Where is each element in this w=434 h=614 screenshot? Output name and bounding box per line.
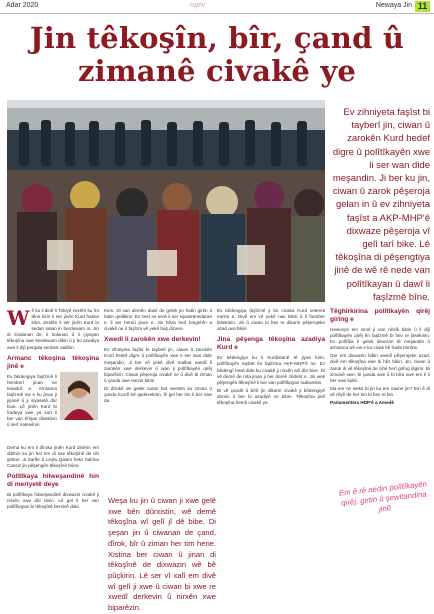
paragraph: Kirin. Di van demên dawî de gelek jin hatin girtin û hatin qetilkirin. Ev zext ne tenê li ser siyasetmedaran e, li ser hemû jinan e. Jin hêza herî bingehîn a civakê ne û faşîzm vê yekê baş dizane. [104, 308, 212, 332]
page-header [0, 0, 434, 14]
issue-date: Adar 2020 [6, 2, 39, 9]
paragraph: Ev bêdengiya ku li Kurdistanê tê jiyan kirin, polîtîkayên taybet ên faşîzma AKP-MHP'ê ne. Ev bêdengî hewl dide ku civakê ji nirxên wê dûr bixe. Di vê demê de rola jinan ji her demê zêdetir e. Jin wek pêşengên têkoşînê li ber van polîtîkayan radiwestin. [217, 355, 325, 385]
pink-pull-quote: Em ê rê nedin polîtîkayên qirêj, girtin û şewitandina jinê [338, 479, 428, 514]
pull-quote-right: Ev zihniyeta faşîst bi tayberî jin, ciwan û zarokên Kurd hedef digre û polîtîkayên xwe li ser wan dide meşandin. Ji ber ku jin, ciwan û zarok pêşeroja gelan in û ev zihniyeta faşîst a AKP-MHP'ê dixwaze pêşeroja vî gelî tarî bike. Lê têkoşîna di pêşengtiya jinê de wê rê nede van polîtîkayan û dawî li faşîzmê bîne. [332, 107, 430, 303]
paragraph: Ma em ne weke bi jin ku em navne jin? Em ê di vê rêyê de her tim bi hev re bin. [330, 385, 430, 397]
protest-photo-icon [7, 100, 325, 302]
paragraph: Bi vê çandê û bîrê jin dikarin civakê ji bêdengiyê derxin û ber bi azadiyê ve bibin. Têkoşîna jinê têkoşîna hemû civakê ye. [217, 387, 325, 406]
column-4 [330, 308, 430, 408]
subheading: Armanc têkoşîna têkoşîna jinê e [7, 354, 99, 370]
paragraph: Hewceye em nirxê ji van nêzîk bibin û li dijî polîtîkayên qirêj ên faşîzmê bi hev re bisekinin. Ev polîtîka li gelek deveran tê meşandin û armanca wê ew e ku civak bê îrade bimîne. [330, 327, 430, 351]
subheading: Xwedî li zarokên xwe derkevin! [104, 336, 201, 344]
article-headline: Jin têkoşîn, bîr, çand û zimanê civakê ye [29, 21, 405, 88]
paragraph: Ev bêdengiya faşîzmê ji bo civaka Kurd xeterek mezin e. Divê em vê yekê nas bikin û li hember bisekinin. Jin û ciwan bi hev re dikarin pêşerojeke azad ava bikin. [217, 308, 325, 332]
drop-cap: W [7, 306, 30, 330]
intro-paragraph: Wê ku li dinê li Tirkiyê zextên ku îro têne kirin li ser jinên Kurd hatine kirin. Zextên li ser jinên Kurd bi sedan salan in berdewam in. Jin di zindanan de, li kolanan û li çiyayan têkoşîna xwe berdewam dikin û ji bo azadiya xwe li dijî pergala serdest radibin. [7, 306, 99, 350]
author-signature: Parlamentera HDP'ê a Amedê [330, 400, 394, 406]
column-3 [217, 308, 325, 408]
paragraph: Dema ku em li dîroka jinên Kurd dinêrin em dibînin ku jin her tim di nav têkoşînê de cih girtine. Ji Zarîfe û Leyla Qasim heta Sakîne Cansiz jin pêşengên têkoşînê bûne. [7, 444, 99, 468]
pull-quote-middle: Weşa ku jin û ciwan ji xwe gelê xwe bên dûrxistin, wê demê têkoşîna wî gelî jî dê bibe. Di şeşan jin û ciwanan de çand, dîrok, bîr û ziman her tim hene. Xistina ber ciwan û jinan di têkoşînê de dixwazin wê bê pûçkirin. Lê ser vî xalî em divê wî gelî ji xwe û ciwan bi xwe re xwedî derkevin û nirxên xwe biparêzin. [108, 496, 216, 613]
subheading: Polîtîkaya hilweşandinê hin di meriyetê deye [7, 472, 99, 488]
subheading: Jina pêşenga têkoşîna azadiya Kurd e [217, 336, 325, 352]
paragraph: Ev zihniyeta faşîst bi taybetî jin, ciwan û zarokên Kurd hedef digre û polîtîkayên xwe li ser wan dide meşandin. Ji ber vê yekê divê malbat xwedî li zarokên xwe derkevin û wan ji polîtîkayên qirêj biparêzin. Ciwan pêşeroja civakê ne û divê bi ziman û çanda xwe mezin bibin. [104, 347, 212, 383]
paragraph: Di dîrokê de gelek caran hat xwestin ku ziman û çanda Kurdî bê qedexekirin, lê gel her tim li ber xwe da. [104, 385, 212, 404]
paragraph: Ger em dixwazin bibin xwedî pêşerojeke azad, divê em têkoşîna xwe bi hêz bikin. Jin, ciwan û zarok di vê têkoşînê de cihê herî girîng digirin. Bi zimanê xwe, bi çanda xwe û bi bîra xwe em ê li ber xwe bidin. [330, 353, 430, 383]
subheading: Têghîrkirina polîtîkayên qirêj girîng e [330, 308, 430, 323]
newspaper-name: Newaya Jin [375, 2, 412, 9]
page-number: 11 [415, 1, 430, 12]
paragraph: Ev bêdengiya faşîzmê li hemberî jinan ne tesaduf e. Armanca faşîzmê ew e ku jinan ji jiyanê û ji siyasetê dûr bixe. Lê jinên Kurd bi îradeya xwe ya xurt li ber van êrîşan disekinin û serî natewînin. [7, 373, 57, 428]
author-portrait [60, 372, 98, 420]
column-2 [104, 308, 212, 406]
paragraph: Bi polîtîkaya hilweşandinê dixwazin civakê ji nirxên xwe dûr bixin. Lê gel li ber van polîtîkayan bi têkoşînê bersivê dide. [7, 491, 99, 510]
section-label: rojev [190, 2, 206, 9]
